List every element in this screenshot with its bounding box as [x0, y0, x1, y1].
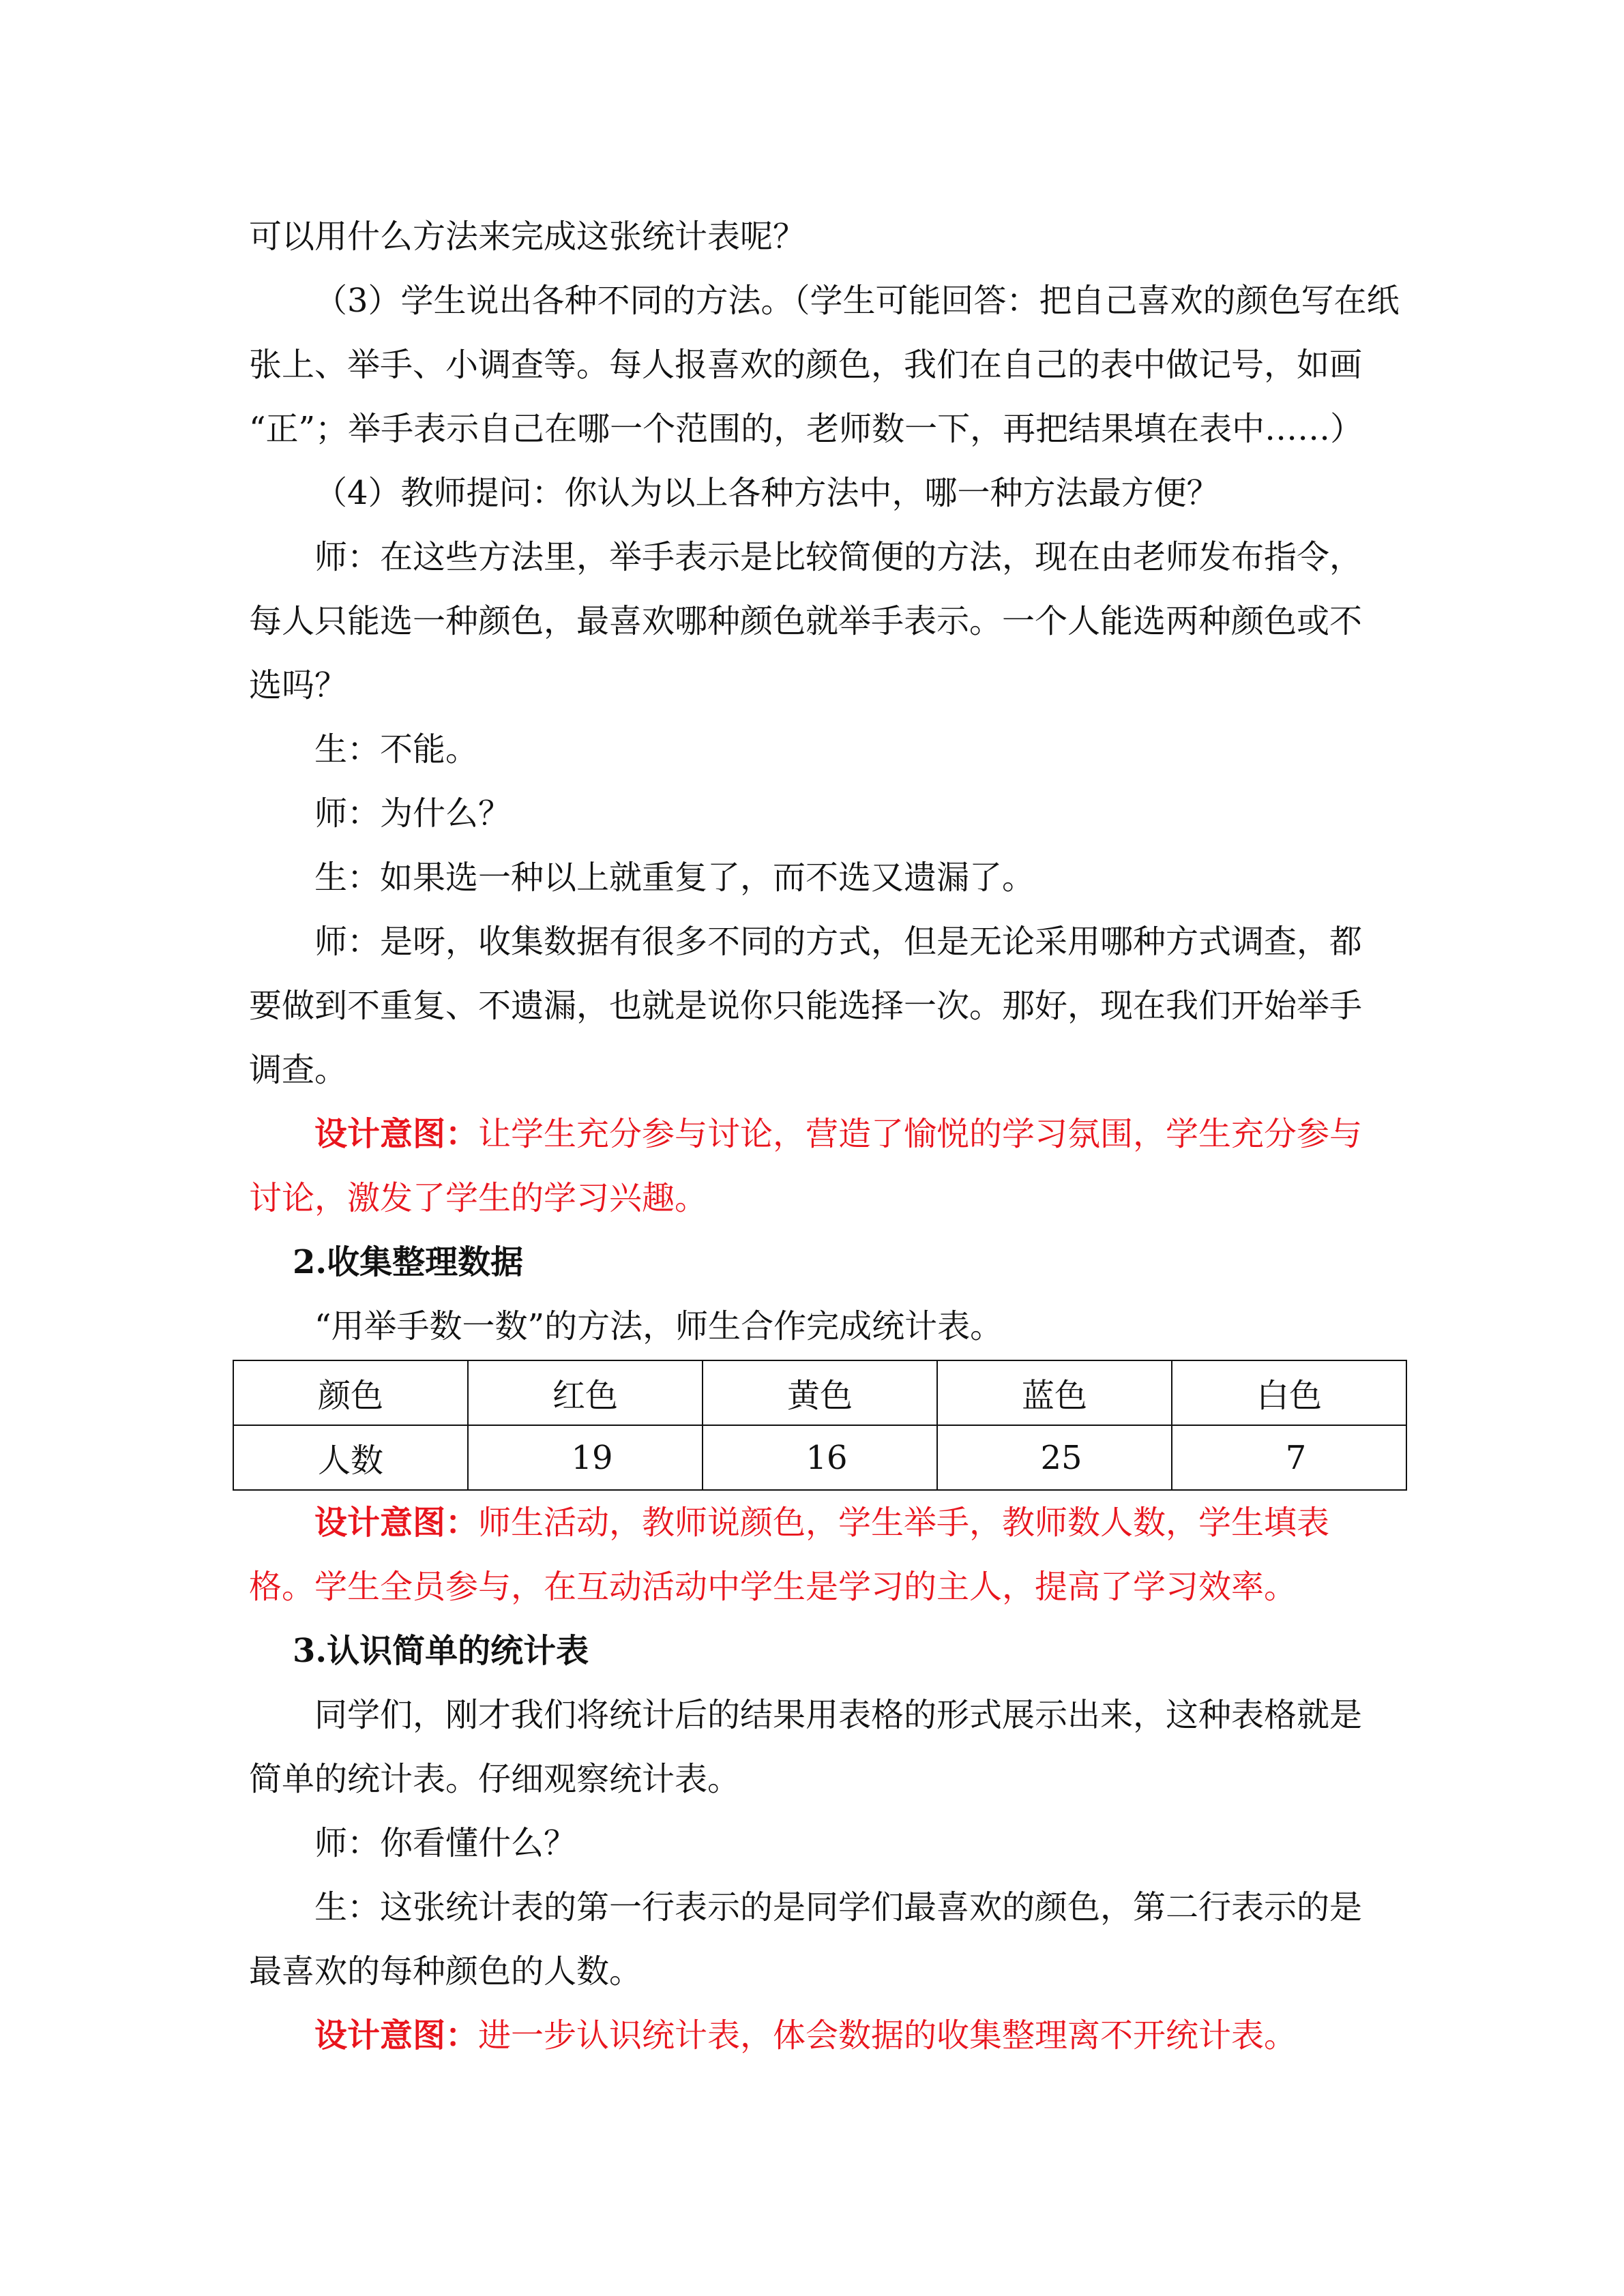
paragraph-line: 师：在这些方法里，举手表示是比较简便的方法，现在由老师发布指令，: [314, 538, 1363, 576]
paragraph-line: 最喜欢的每种颜色的人数。: [249, 1952, 643, 1991]
paragraph-line: 每人只能选一种颜色，最喜欢哪种颜色就举手表示。一个人能选两种颜色或不: [249, 602, 1363, 640]
section-intro: “用举手数一数”的方法，师生合作完成统计表。: [314, 1307, 1003, 1345]
paragraph-line: 师：为什么？: [314, 794, 512, 833]
table-cell: 16: [703, 1425, 937, 1490]
paragraph-line: 师：你看懂什么？: [314, 1824, 577, 1862]
design-intent-2: [249, 1491, 1408, 1555]
paragraph-line: 简单的统计表。仔细观察统计表。: [249, 1760, 741, 1798]
table-cell: 颜色: [233, 1360, 468, 1425]
design-intent-text: 进一步认识统计表，体会数据的收集整理离不开统计表。: [478, 2016, 1297, 2055]
table-cell: 黄色: [703, 1360, 937, 1425]
table-cell: 25: [937, 1425, 1172, 1490]
document-body: [249, 205, 1408, 2068]
paragraph-line: “正”；举手表示自己在哪一个范围的，老师数一下，再把结果填在表中……）: [249, 410, 1363, 448]
section-heading-3: 3.认识简单的统计表: [293, 1632, 589, 1670]
paragraph-line: 生：不能。: [314, 730, 479, 769]
section-heading-2: 2.收集整理数据: [293, 1243, 524, 1281]
table-cell: 19: [468, 1425, 703, 1490]
paragraph-line: 选吗？: [249, 666, 348, 704]
table-cell: 红色: [468, 1360, 703, 1425]
design-intent-label: 设计意图：: [314, 1504, 479, 1542]
table-cell: 蓝色: [937, 1360, 1172, 1425]
design-intent-1: [249, 1102, 1408, 1166]
design-intent-text: 格。学生全员参与，在互动活动中学生是学习的主人，提高了学习效率。: [249, 1568, 1297, 1606]
paragraph-line: 要做到不重复、不遗漏，也就是说你只能选择一次。那好，现在我们开始举手: [249, 987, 1363, 1025]
paragraph-line: 调查。: [249, 1051, 348, 1089]
design-intent-label: 设计意图：: [314, 2016, 479, 2055]
paragraph-line: 可以用什么方法来完成这张统计表呢？: [249, 218, 806, 256]
statistics-table: [233, 1360, 1407, 1491]
paragraph-line: 生：如果选一种以上就重复了，而不选又遗漏了。: [314, 859, 1035, 897]
paragraph-line: 师：是呀，收集数据有很多不同的方式，但是无论采用哪种方式调查，都: [314, 923, 1363, 961]
table-cell: 7: [1172, 1425, 1406, 1490]
table-cell: 人数: [233, 1425, 468, 1490]
design-intent-text: 师生活动，教师说颜色，学生举手，教师数人数，学生填表: [478, 1504, 1330, 1542]
table-cell: 白色: [1172, 1360, 1406, 1425]
paragraph-line: 张上、举手、小调查等。每人报喜欢的颜色，我们在自己的表中做记号，如画: [249, 346, 1363, 384]
paragraph-line: 生：这张统计表的第一行表示的是同学们最喜欢的颜色，第二行表示的是: [314, 1888, 1363, 1926]
paragraph-line: 同学们，刚才我们将统计后的结果用表格的形式展示出来，这种表格就是: [314, 1696, 1363, 1734]
design-intent-text: 让学生充分参与讨论，营造了愉悦的学习氛围，学生充分参与: [478, 1115, 1363, 1153]
paragraph-line: （4）教师提问：你认为以上各种方法中，哪一种方法最方便？: [314, 474, 1220, 512]
table-header-row: [233, 1360, 1406, 1425]
paragraph-line: （3）学生说出各种不同的方法。（学生可能回答：把自己喜欢的颜色写在纸: [314, 282, 1400, 320]
table-row: [233, 1425, 1406, 1490]
design-intent-3: [249, 2003, 1408, 2068]
design-intent-label: 设计意图：: [314, 1115, 479, 1153]
design-intent-text: 讨论，激发了学生的学习兴趣。: [249, 1179, 708, 1217]
